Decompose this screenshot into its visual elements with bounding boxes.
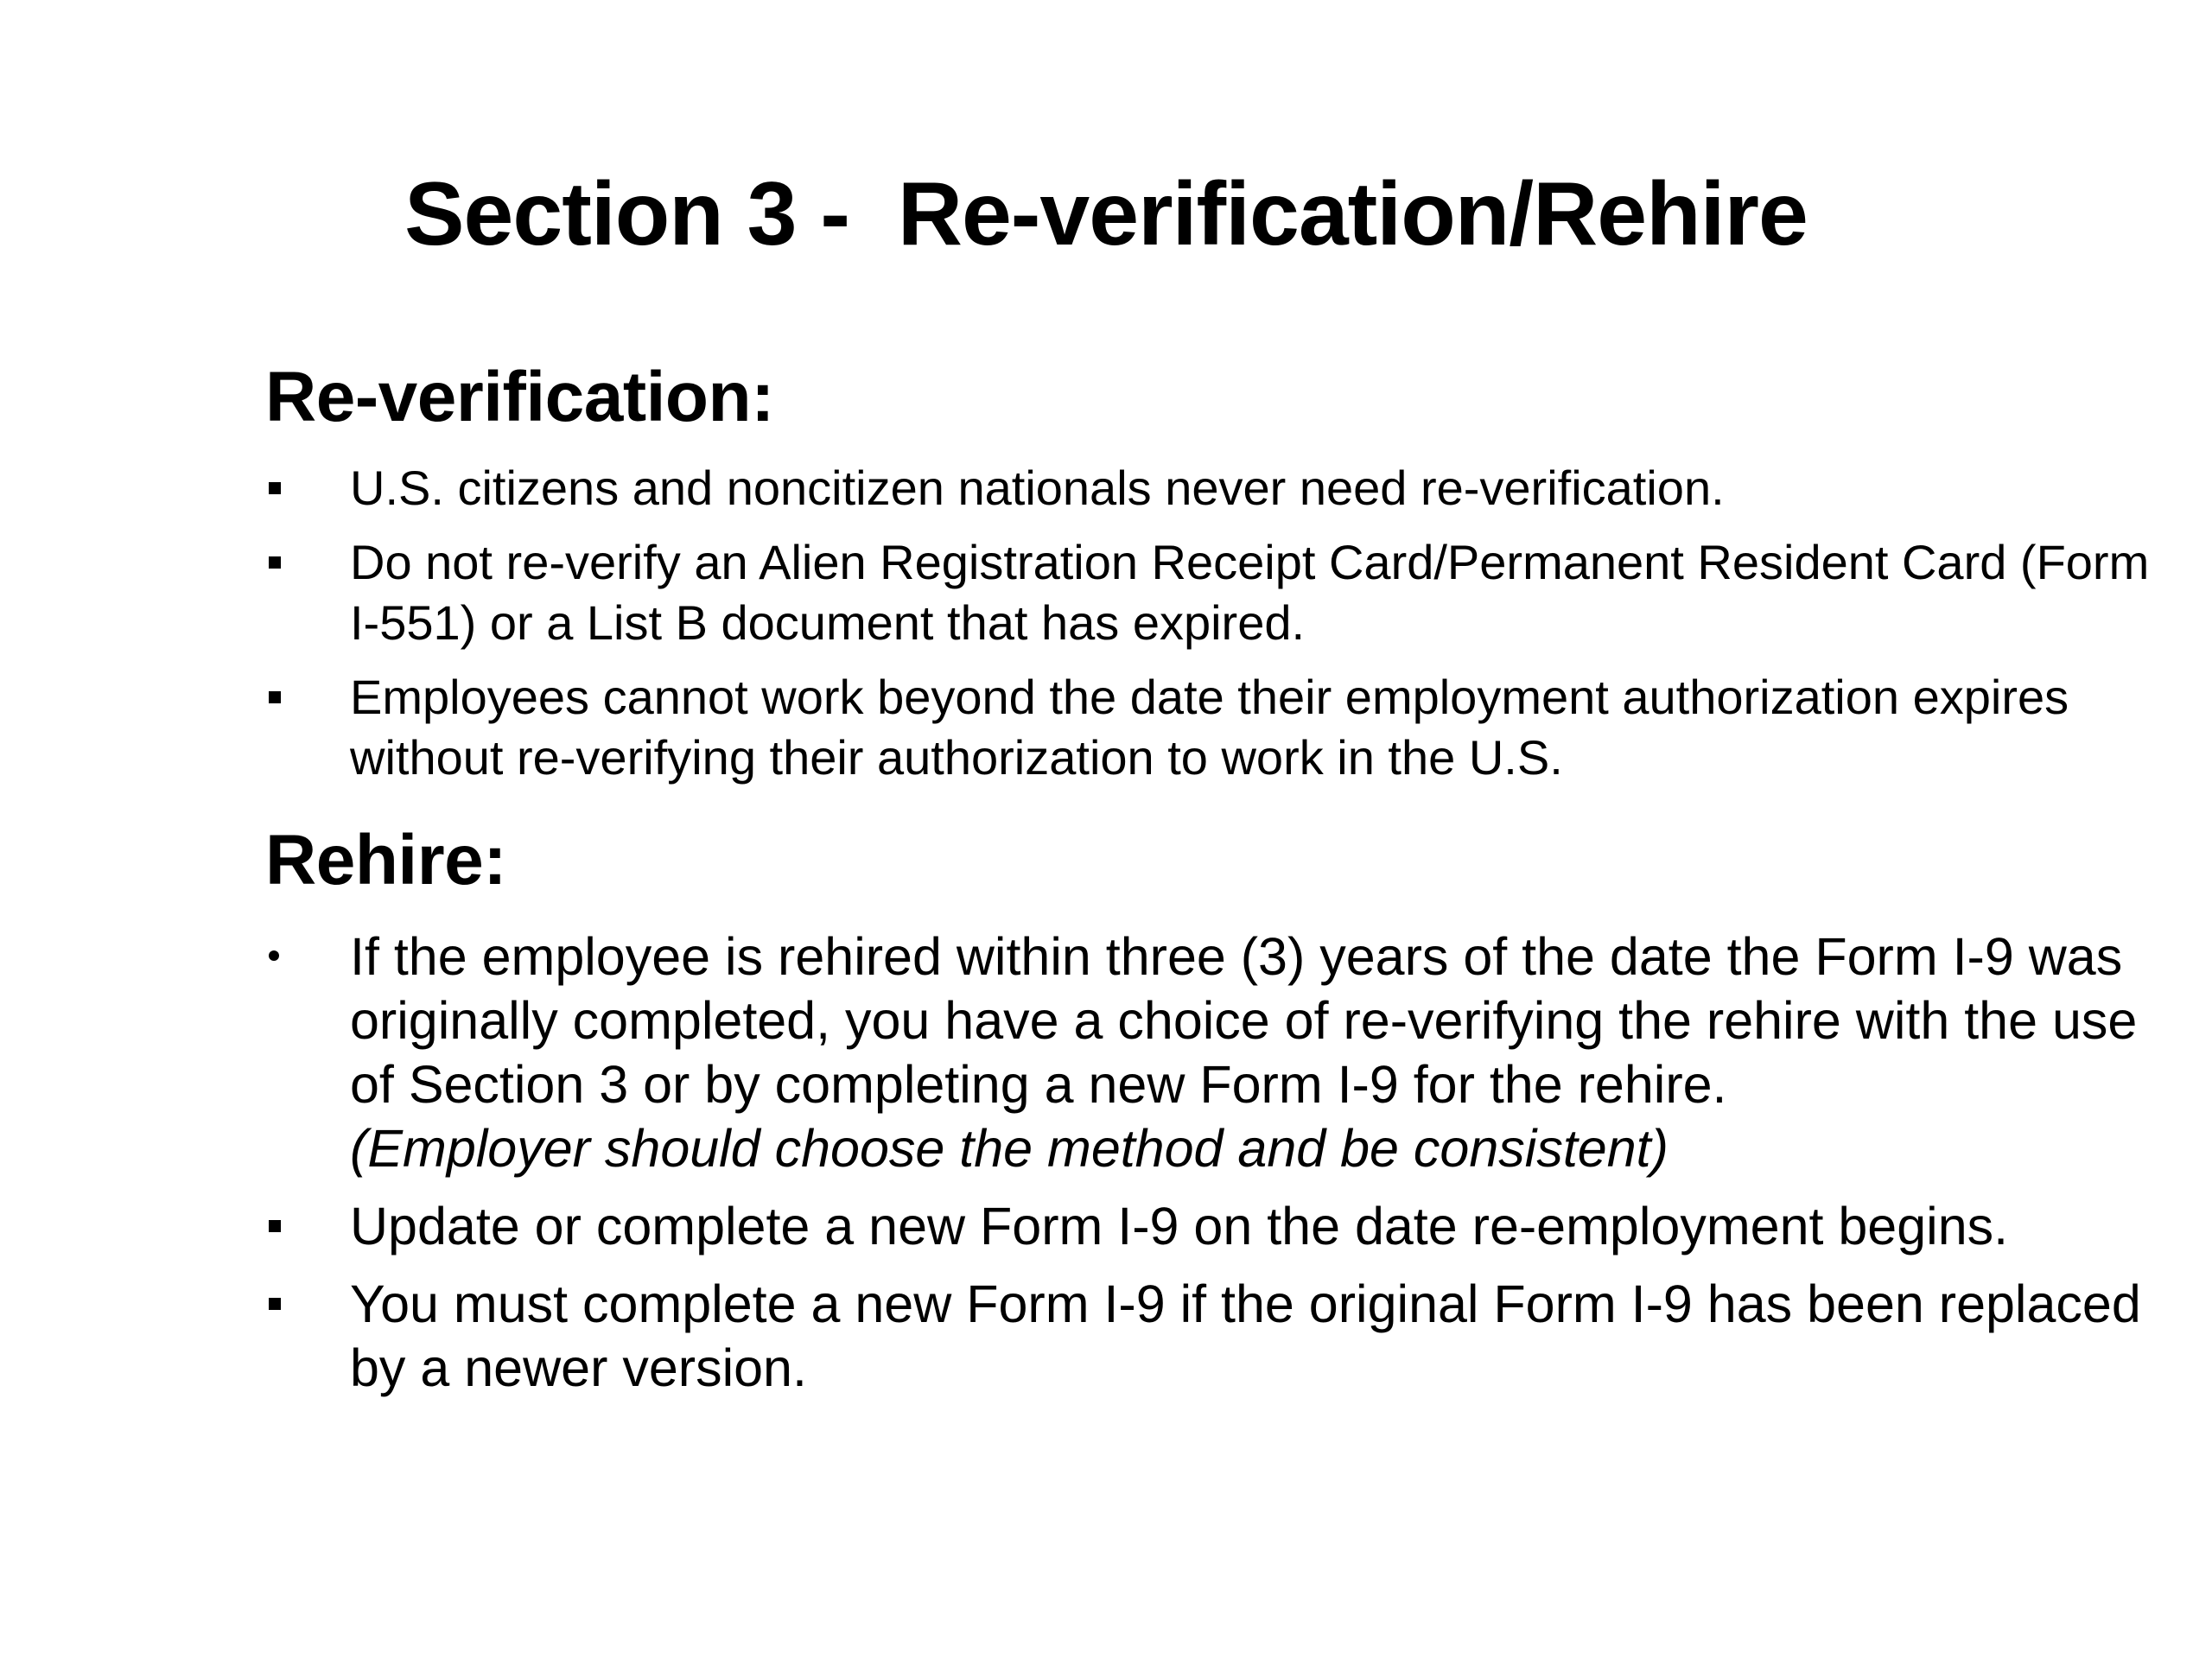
- reverification-heading: Re-verification:: [265, 358, 774, 436]
- list-item: [265, 458, 2183, 518]
- list-item-note: (Employer should choose the method and be consistent): [350, 1119, 1669, 1178]
- square-bullet-icon: [269, 1298, 281, 1310]
- rehire-list: [265, 925, 2183, 1400]
- square-bullet-icon: [269, 1220, 281, 1232]
- list-item: [265, 532, 2183, 653]
- list-item-text: If the employee is rehired within three (3) years of the date the Form I-9 was originally completed, you have a choice of re-verifying the rehire with the use of Section 3 or by completing a new Form I-9 for the rehire.: [350, 927, 2138, 1114]
- list-item: [265, 667, 2183, 788]
- square-bullet-icon: [269, 482, 281, 494]
- reverification-list: [265, 458, 2183, 788]
- square-bullet-icon: [269, 556, 281, 569]
- list-item-text: Update or complete a new Form I-9 on the date re-employment begins.: [350, 1197, 2009, 1255]
- dot-bullet-icon: [269, 950, 279, 961]
- rehire-heading: Rehire:: [265, 821, 507, 899]
- list-item: [265, 925, 2183, 1180]
- list-item: [265, 1194, 2183, 1258]
- list-item-text: Employees cannot work beyond the date their employment authorization expires without re-verifying their authorization to work in the U.S.: [350, 670, 2069, 785]
- list-item-text: U.S. citizens and noncitizen nationals never need re-verification.: [350, 461, 1725, 515]
- list-item-text: You must complete a new Form I-9 if the original Form I-9 has been replaced by a newer version.: [350, 1274, 2141, 1397]
- square-bullet-icon: [269, 691, 281, 703]
- list-item: [265, 1272, 2183, 1400]
- slide-title: Section 3 - Re-verification/Rehire: [404, 164, 1808, 264]
- list-item-text: Do not re-verify an Alien Registration Receipt Card/Permanent Resident Card (Form I-551) or a List B document that has expired.: [350, 535, 2150, 650]
